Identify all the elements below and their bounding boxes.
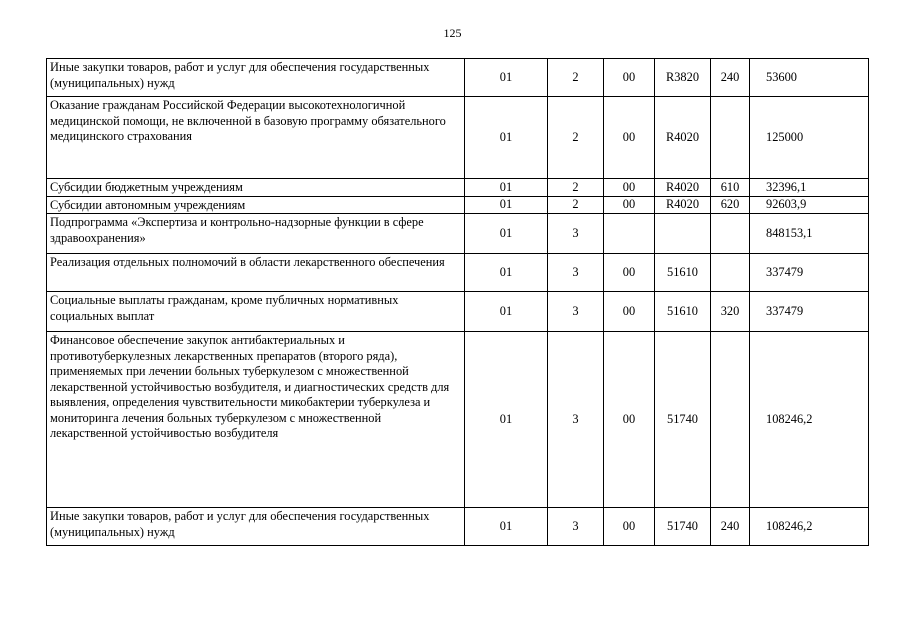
row-section: 01 <box>465 97 548 179</box>
row-section: 01 <box>465 214 548 254</box>
row-section: 01 <box>465 508 548 546</box>
row-name: Социальные выплаты гражданам, кроме публичных нормативных социальных выплат <box>47 292 465 332</box>
row-subsection: 3 <box>548 332 604 508</box>
row-target-direction: 51740 <box>655 508 711 546</box>
row-subsection: 2 <box>548 97 604 179</box>
budget-table <box>46 58 869 546</box>
row-subsection: 2 <box>548 196 604 214</box>
table-row <box>47 332 869 508</box>
table-row <box>47 97 869 179</box>
table-row <box>47 59 869 97</box>
row-target-program: 00 <box>604 292 655 332</box>
table-row <box>47 179 869 197</box>
row-subsection: 2 <box>548 59 604 97</box>
row-name: Иные закупки товаров, работ и услуг для обеспечения государственных (муниципальных) нужд <box>47 59 465 97</box>
row-name: Подпрограмма «Экспертиза и контрольно-надзорные функции в сфере здравоохранения» <box>47 214 465 254</box>
row-section: 01 <box>465 292 548 332</box>
row-target-direction: R4020 <box>655 97 711 179</box>
row-expense-type: 240 <box>711 59 750 97</box>
row-target-program: 00 <box>604 97 655 179</box>
row-amount: 53600 <box>750 59 869 97</box>
row-expense-type: 240 <box>711 508 750 546</box>
row-target-program: 00 <box>604 59 655 97</box>
row-name: Субсидии бюджетным учреждениям <box>47 179 465 197</box>
row-expense-type <box>711 97 750 179</box>
row-amount: 848153,1 <box>750 214 869 254</box>
row-target-program <box>604 214 655 254</box>
row-section: 01 <box>465 254 548 292</box>
row-subsection: 3 <box>548 254 604 292</box>
row-expense-type: 320 <box>711 292 750 332</box>
row-target-direction: 51610 <box>655 254 711 292</box>
table-row <box>47 196 869 214</box>
row-expense-type <box>711 254 750 292</box>
table-row <box>47 254 869 292</box>
table-row <box>47 214 869 254</box>
row-target-direction: R4020 <box>655 179 711 197</box>
row-amount: 32396,1 <box>750 179 869 197</box>
row-target-program: 00 <box>604 508 655 546</box>
row-section: 01 <box>465 332 548 508</box>
row-target-direction: 51740 <box>655 332 711 508</box>
row-section: 01 <box>465 196 548 214</box>
row-expense-type <box>711 332 750 508</box>
row-target-direction: 51610 <box>655 292 711 332</box>
table-row <box>47 292 869 332</box>
row-subsection: 2 <box>548 179 604 197</box>
row-amount: 337479 <box>750 292 869 332</box>
row-target-program: 00 <box>604 196 655 214</box>
row-name: Финансовое обеспечение закупок антибактериальных и противотуберкулезных лекарственных препаратов (второго ряда), применяемых при лечении больных туберкулезом с множественной лекарственной устойчивостью возбудителя, и диагностических средств для выявления, определения чувствительности микобактерии туберкулеза и мониторинга лечения больных туберкулезом с множественной лекарственной устойчивостью возбудителя <box>47 332 465 508</box>
row-subsection: 3 <box>548 292 604 332</box>
table-row <box>47 508 869 546</box>
row-expense-type: 610 <box>711 179 750 197</box>
row-amount: 108246,2 <box>750 508 869 546</box>
row-target-direction <box>655 214 711 254</box>
row-amount: 337479 <box>750 254 869 292</box>
row-section: 01 <box>465 59 548 97</box>
row-expense-type <box>711 214 750 254</box>
row-amount: 125000 <box>750 97 869 179</box>
row-name: Реализация отдельных полномочий в области лекарственного обеспечения <box>47 254 465 292</box>
row-expense-type: 620 <box>711 196 750 214</box>
row-name: Иные закупки товаров, работ и услуг для обеспечения государственных (муниципальных) нужд <box>47 508 465 546</box>
row-name: Оказание гражданам Российской Федерации высокотехнологичной медицинской помощи, не включенной в базовую программу обязательного медицинского страхования <box>47 97 465 179</box>
row-target-program: 00 <box>604 332 655 508</box>
row-target-program: 00 <box>604 254 655 292</box>
row-target-direction: R4020 <box>655 196 711 214</box>
row-target-program: 00 <box>604 179 655 197</box>
row-amount: 108246,2 <box>750 332 869 508</box>
row-name: Субсидии автономным учреждениям <box>47 196 465 214</box>
row-subsection: 3 <box>548 508 604 546</box>
page-number: 125 <box>443 26 462 40</box>
row-section: 01 <box>465 179 548 197</box>
row-amount: 92603,9 <box>750 196 869 214</box>
row-target-direction: R3820 <box>655 59 711 97</box>
row-subsection: 3 <box>548 214 604 254</box>
